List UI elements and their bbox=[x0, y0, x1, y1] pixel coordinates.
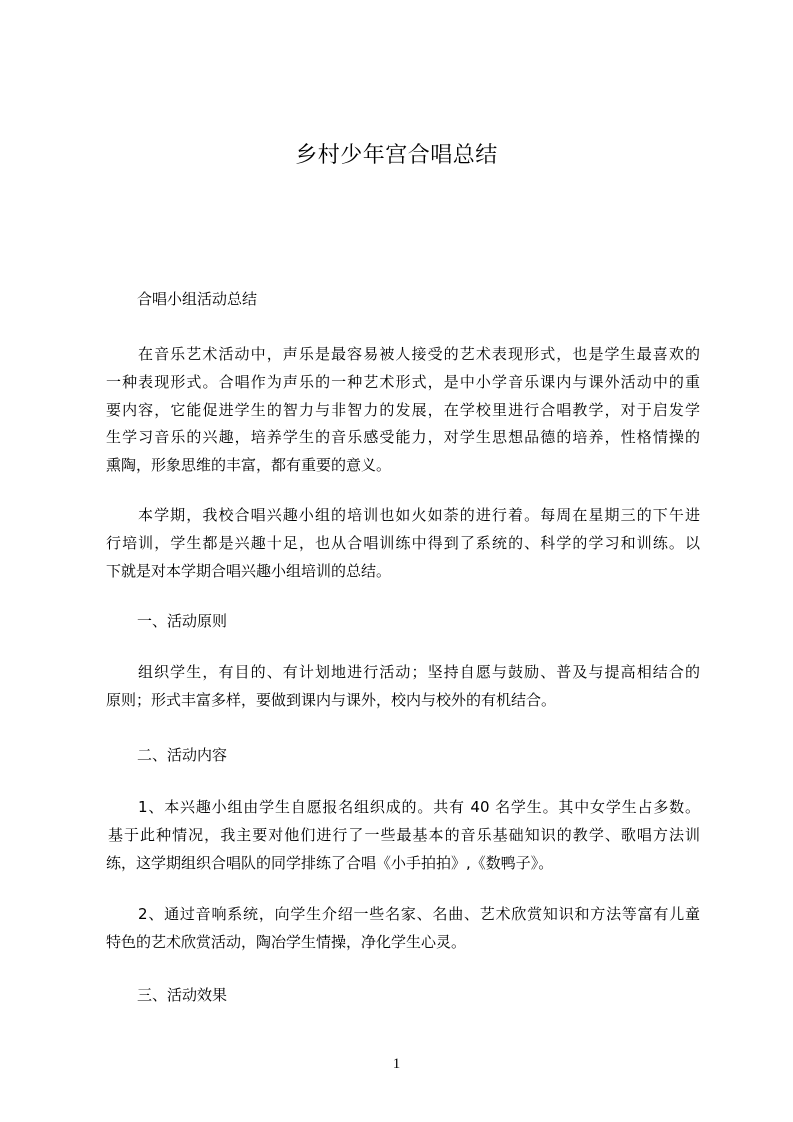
heading-activity-content: 二、活动内容 bbox=[137, 746, 228, 764]
paragraph-line: 生学习音乐的兴趣，培养学生的音乐感受能力，对学生思想品德的培养，性格情操的 bbox=[106, 428, 700, 446]
paragraph-line: 练，这学期组织合唱队的同学排练了合唱《小手拍拍》,《数鸭子》。 bbox=[106, 854, 554, 872]
paragraph-line: 原则；形式丰富多样，要做到课内与课外，校内与校外的有机结合。 bbox=[106, 691, 557, 709]
paragraph-line: 2、通过音响系统，向学生介绍一些名家、名曲、艺术欣赏知识和方法等富有儿童 bbox=[138, 905, 700, 923]
heading-activity-principles: 一、活动原则 bbox=[137, 612, 228, 630]
paragraph-line: 要内容，它能促进学生的智力与非智力的发展，在学校里进行合唱教学，对于启发学 bbox=[106, 401, 700, 419]
paragraph-line: 基于此种情况，我主要对他们进行了一些最基本的音乐基础知识的教学、歌唱方法训 bbox=[108, 826, 700, 844]
document-title: 乡村少年宫合唱总结 bbox=[295, 143, 498, 168]
paragraph-line: 本学期，我校合唱兴趣小组的培训也如火如荼的进行着。每周在星期三的下午进 bbox=[138, 506, 700, 524]
section-heading: 合唱小组活动总结 bbox=[137, 290, 258, 308]
paragraph-line: 下就是对本学期合唱兴趣小组培训的总结。 bbox=[106, 562, 392, 580]
page-number: 1 bbox=[392, 1056, 401, 1072]
paragraph-line: 行培训，学生都是兴趣十足，也从合唱训练中得到了系统的、科学的学习和训练。以 bbox=[106, 534, 700, 552]
paragraph-line: 1、本兴趣小组由学生自愿报名组织成的。共有 40 名学生。其中女学生占多数。 bbox=[138, 798, 700, 816]
paragraph-line: 特色的艺术欣赏活动，陶冶学生情操，净化学生心灵。 bbox=[106, 933, 467, 951]
paragraph-line: 熏陶，形象思维的丰富，都有重要的意义。 bbox=[106, 456, 392, 474]
paragraph-line: 组织学生，有目的、有计划地进行活动；坚持自愿与鼓励、普及与提高相结合的 bbox=[138, 663, 700, 681]
paragraph-line: 一种表现形式。合唱作为声乐的一种艺术形式，是中小学音乐课内与课外活动中的重 bbox=[106, 373, 700, 391]
heading-activity-results: 三、活动效果 bbox=[137, 986, 228, 1004]
paragraph-line: 在音乐艺术活动中，声乐是最容易被人接受的艺术表现形式，也是学生最喜欢的 bbox=[138, 345, 700, 363]
